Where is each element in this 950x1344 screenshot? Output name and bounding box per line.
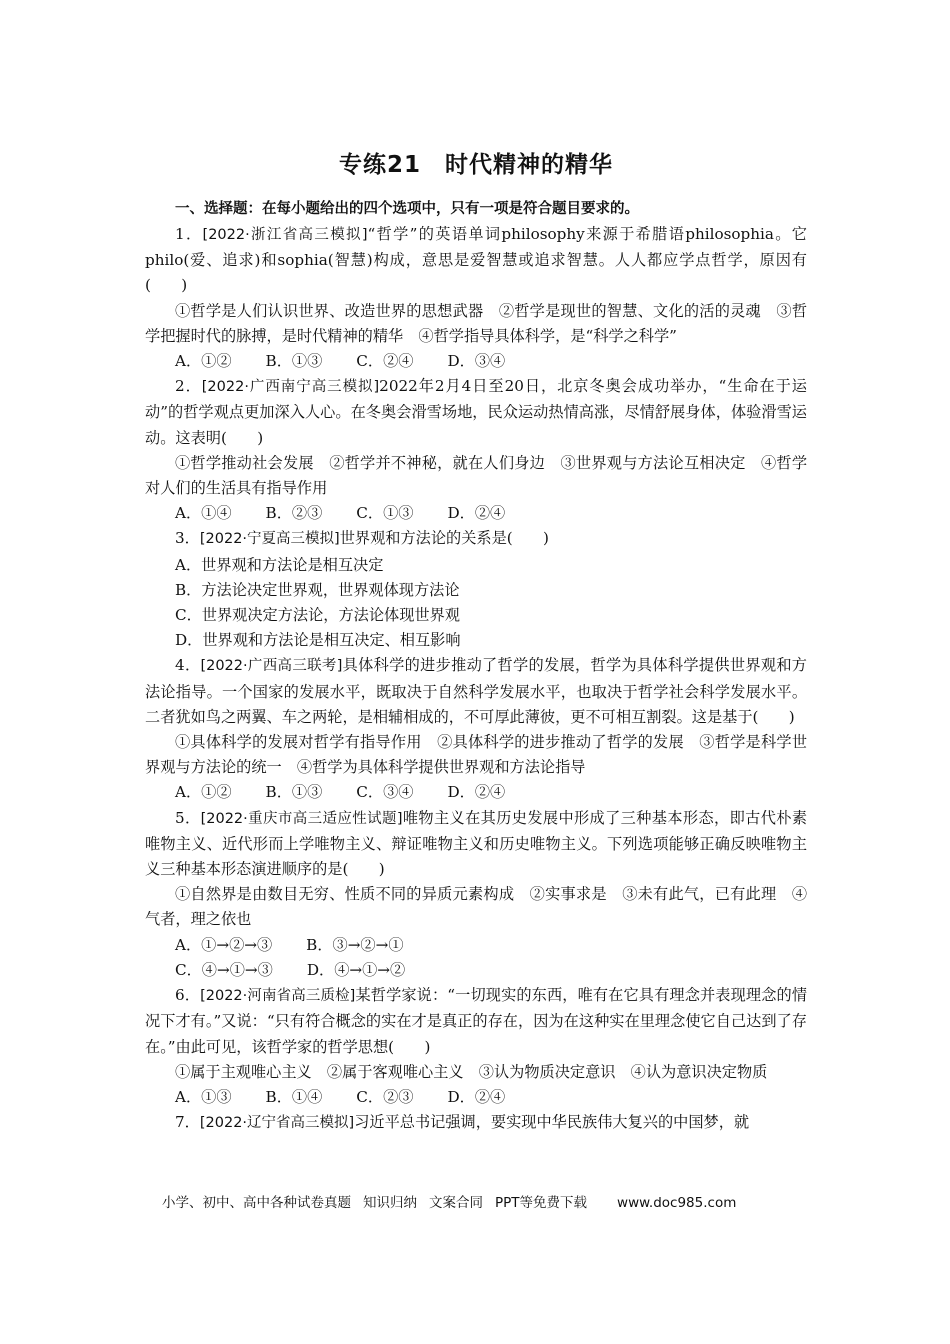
answer-b: B．①③: [265, 783, 323, 802]
footer-item: 知识归纳: [363, 1195, 417, 1211]
question-3: 3．[2022·宁夏高三模拟]世界观和方法论的关系是( ): [175, 529, 549, 548]
answer-b: B．①④: [265, 1087, 323, 1106]
section-heading: 一、选择题：在每小题给出的四个选项中，只有一项是符合题目要求的。: [175, 201, 639, 217]
question-5-statements: ①自然界是由数目无穷、性质不同的异质元素构成 ②实事求是 ③未有此气，已有此理 ④气者，理之依也: [145, 885, 807, 929]
answer-d: D．④→①→②: [306, 960, 406, 979]
question-5: 5．[2022·重庆市高三适应性试题]唯物主义在其历史发展中形成了三种基本形态，即古代朴素唯物主义、近代形而上学唯物主义、辩证唯物主义和历史唯物主义。下列选项能够正确反映唯物主义三种基本形态演进顺序的是( ): [145, 808, 808, 879]
answer-a: A．①②: [175, 352, 232, 371]
answer-a: A．①→②→③: [175, 935, 273, 954]
footer-item: 文案合同: [429, 1195, 483, 1211]
choice-d: D．世界观和方法论是相互决定、相互影响: [175, 631, 461, 650]
question-stem: 具体科学的进步推动了哲学的发展，哲学为具体科学提供世界观和方法论指导。一个国家的发展水平，既取决于自然科学发展水平，也取决于哲学社会科学发展水平。二者犹如鸟之两翼、车之两轮，是相辅相成的，不可厚此薄彼，更不可相互割裂。这是基于( ): [145, 656, 807, 726]
answer-c: C．④→①→③: [175, 960, 273, 979]
answer-b: B．①③: [265, 352, 323, 371]
answer-c: C．③④: [356, 783, 414, 802]
question-1: 1．[2022·浙江省高三模拟]“哲学”的英语单词philosophy来源于希腊语philosophia。它philo(爱、追求)和sophia(智慧)构成，意思是爱智慧或追求智慧。人人都应学点哲学，原因有( ): [145, 225, 807, 295]
question-stem: “哲学”的英语单词philosophy来源于希腊语philosophia。它philo(爱、追求)和sophia(智慧)构成，意思是爱智慧或追求智慧。人人都应学点哲学，原因有( ): [145, 225, 807, 295]
footer-url[interactable]: www.doc985.com: [617, 1195, 737, 1211]
question-5-answers-row-1: [145, 933, 807, 958]
footer-item: PPT等免费下载: [495, 1195, 588, 1211]
choice-a: A．世界观和方法论是相互决定: [175, 555, 384, 574]
answer-c: C．②③: [356, 1087, 414, 1106]
answer-a: A．①④: [175, 504, 232, 523]
question-source: [2022·河南省高三质检]: [200, 988, 356, 1005]
question-2-statements: ①哲学推动社会发展 ②哲学并不神秘，就在人们身边 ③世界观与方法论互相决定 ④哲学对人们的生活具有指导作用: [145, 453, 807, 498]
question-4-statements: ①具体科学的发展对哲学有指导作用 ②具体科学的进步推动了哲学的发展 ③哲学是科学世界观与方法论的统一 ④哲学为具体科学提供世界观和方法论指导: [145, 733, 807, 777]
choice-b: B．方法论决定世界观，世界观体现方法论: [175, 580, 460, 599]
answer-c: C．②④: [356, 352, 414, 371]
question-source: [2022·广西高三联考]: [200, 658, 343, 675]
question-stem: 某哲学家说：“一切现实的东西，唯有在它具有理念并表现理念的情况下才有。”又说：“只有符合概念的实在才是真正的存在，因为在这种实在里理念使它自己达到了存在。”由此可见，该哲学家的哲学思想( ): [145, 986, 808, 1056]
answer-d: D．②④: [447, 783, 506, 802]
question-source: [2022·广西南宁高三模拟]: [201, 379, 380, 396]
page-title: 专练21 时代精神的精华: [338, 152, 613, 178]
question-6: 6．[2022·河南省高三质检]某哲学家说：“一切现实的东西，唯有在它具有理念并表现理念的情况下才有。”又说：“只有符合概念的实在才是真正的存在，因为在这种实在里理念使它自己达到了存在。”由此可见，该哲学家的哲学思想( ): [145, 986, 808, 1056]
question-6-statements: ①属于主观唯心主义 ②属于客观唯心主义 ③认为物质决定意识 ④认为意识决定物质: [175, 1062, 768, 1081]
answer-d: D．③④: [447, 352, 506, 371]
question-2: 2．[2022·广西南宁高三模拟]2022年2月4日至20日，北京冬奥会成功举办，“生命在于运动”的哲学观点更加深入人心。在冬奥会滑雪场地，民众运动热情高涨，尽情舒展身体，体验滑雪运动。这表明( ): [145, 377, 807, 447]
answer-b: B．②③: [265, 504, 323, 523]
choice-c: C．世界观决定方法论，方法论体现世界观: [175, 606, 460, 625]
page-footer: [162, 1191, 812, 1211]
question-source: [2022·宁夏高三模拟]: [199, 531, 340, 548]
answer-a: A．①②: [175, 783, 232, 802]
answer-d: D．②④: [447, 504, 506, 523]
question-source: [2022·浙江省高三模拟]: [202, 227, 368, 243]
question-stem: 习近平总书记强调，要实现中华民族伟大复兴的中国梦，就: [354, 1113, 750, 1132]
question-1-answers: [145, 349, 807, 374]
answer-d: D．②④: [447, 1087, 506, 1106]
question-4-answers: [145, 780, 807, 805]
question-1-statements: ①哲学是人们认识世界、改造世界的思想武器 ②哲学是现世的智慧、文化的活的灵魂 ③哲学把握时代的脉搏，是时代精神的精华 ④哲学指导具体科学，是“科学之科学”: [145, 301, 807, 345]
answer-a: A．①③: [175, 1087, 232, 1106]
question-2-answers: [145, 501, 807, 526]
question-stem: 世界观和方法论的关系是( ): [339, 529, 549, 548]
question-6-answers: [145, 1085, 807, 1110]
answer-b: B．③→②→①: [306, 935, 404, 954]
question-7: 7．[2022·辽宁省高三模拟]习近平总书记强调，要实现中华民族伟大复兴的中国梦，就: [175, 1113, 750, 1132]
question-4: 4．[2022·广西高三联考]具体科学的进步推动了哲学的发展，哲学为具体科学提供世界观和方法论指导。一个国家的发展水平，既取决于自然科学发展水平，也取决于哲学社会科学发展水平。二者犹如鸟之两翼、车之两轮，是相辅相成的，不可厚此薄彼，更不可相互割裂。这是基于( ): [145, 656, 807, 726]
question-stem: 唯物主义在其历史发展中形成了三种基本形态，即古代朴素唯物主义、近代形而上学唯物主义、辩证唯物主义和历史唯物主义。下列选项能够正确反映唯物主义三种基本形态演进顺序的是( ): [145, 808, 808, 879]
document-page: [145, 140, 807, 1136]
footer-item: 小学、初中、高中各种试卷真题: [162, 1195, 351, 1211]
question-source: [2022·辽宁省高三模拟]: [199, 1115, 355, 1132]
question-stem: 2022年2月4日至20日，北京冬奥会成功举办，“生命在于运动”的哲学观点更加深入人心。在冬奥会滑雪场地，民众运动热情高涨，尽情舒展身体，体验滑雪运动。这表明( ): [145, 377, 807, 447]
answer-c: C．①③: [356, 504, 414, 523]
question-source: [2022·重庆市高三适应性试题]: [200, 810, 403, 827]
question-5-answers-row-2: [145, 958, 807, 983]
